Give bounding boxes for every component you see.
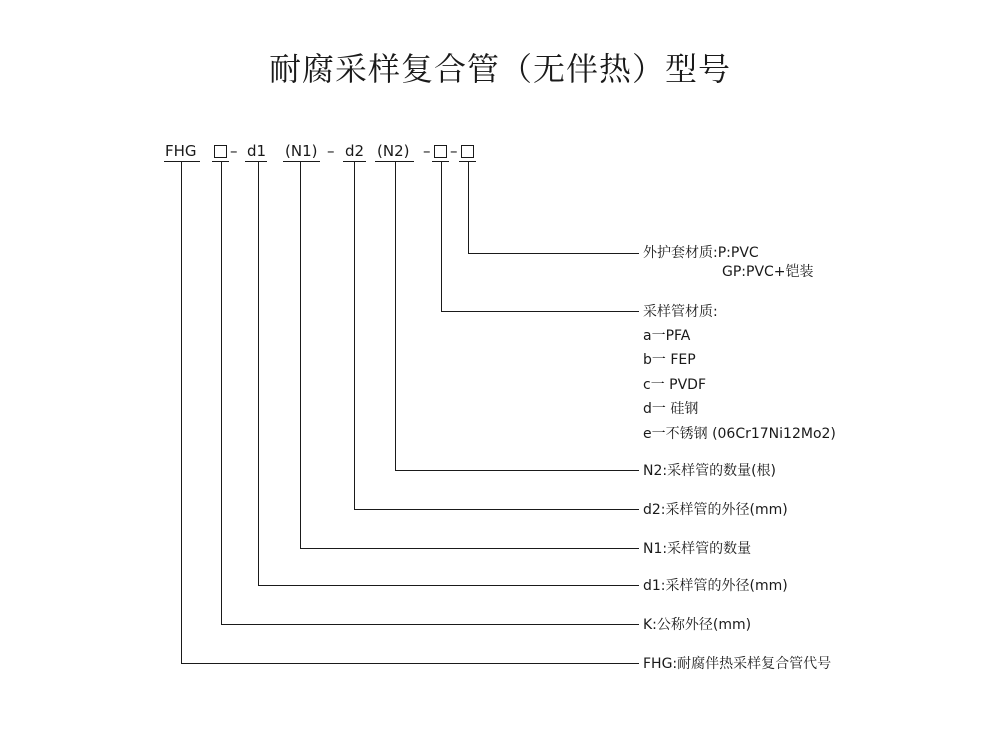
leader-n2-vertical bbox=[395, 161, 396, 470]
code-d2: d2 bbox=[345, 142, 365, 160]
leader-d1-horizontal bbox=[258, 585, 639, 586]
desc-sheath-line-2: GP:PVC+铠装 bbox=[722, 264, 814, 280]
desc-fhg: FHG:耐腐伴热采样复合管代号 bbox=[643, 656, 832, 672]
leader-n1-horizontal bbox=[300, 548, 639, 549]
code-n1: (N1) bbox=[285, 142, 318, 160]
underline-d1 bbox=[245, 161, 267, 162]
desc-material-d: d一 硅钢 bbox=[643, 401, 699, 417]
underline-n1 bbox=[283, 161, 320, 162]
code-n2: (N2) bbox=[377, 142, 410, 160]
desc-d2: d2:采样管的外径(mm) bbox=[643, 502, 788, 518]
code-box-k bbox=[214, 145, 227, 158]
code-box-material bbox=[434, 145, 447, 158]
leader-d2-horizontal bbox=[354, 509, 639, 510]
desc-material-c: c一 PVDF bbox=[643, 377, 706, 393]
code-d1: d1 bbox=[247, 142, 267, 160]
desc-d1: d1:采样管的外径(mm) bbox=[643, 578, 788, 594]
leader-k-vertical bbox=[221, 161, 222, 624]
leader-sheath-horizontal bbox=[468, 253, 639, 254]
code-dash-3: – bbox=[423, 142, 431, 160]
leader-material-vertical bbox=[441, 161, 442, 311]
code-box-sheath bbox=[461, 145, 474, 158]
desc-n1: N1:采样管的数量 bbox=[643, 541, 752, 557]
desc-material-b: b一 FEP bbox=[643, 352, 696, 368]
code-fhg: FHG bbox=[165, 142, 197, 160]
leader-d2-vertical bbox=[354, 161, 355, 509]
underline-fhg bbox=[164, 161, 200, 162]
leader-material-horizontal bbox=[441, 311, 639, 312]
code-dash-1: – bbox=[230, 142, 238, 160]
code-dash-2: – bbox=[327, 142, 335, 160]
desc-n2: N2:采样管的数量(根) bbox=[643, 463, 777, 479]
desc-k: K:公称外径(mm) bbox=[643, 617, 752, 633]
desc-sheath-line-1: 外护套材质:P:PVC bbox=[643, 245, 759, 261]
leader-k-horizontal bbox=[221, 624, 639, 625]
desc-material-heading: 采样管材质: bbox=[643, 304, 718, 320]
leader-fhg-vertical bbox=[181, 161, 182, 663]
leader-n1-vertical bbox=[300, 161, 301, 548]
leader-d1-vertical bbox=[258, 161, 259, 585]
desc-material-e: e一不锈钢 (06Cr17Ni12Mo2) bbox=[643, 426, 836, 442]
desc-material-a: a一PFA bbox=[643, 328, 691, 344]
leader-sheath-vertical bbox=[468, 161, 469, 253]
leader-n2-horizontal bbox=[395, 470, 639, 471]
code-dash-4: – bbox=[450, 142, 458, 160]
diagram-title: 耐腐采样复合管（无伴热）型号 bbox=[268, 50, 731, 88]
leader-fhg-horizontal bbox=[181, 663, 639, 664]
